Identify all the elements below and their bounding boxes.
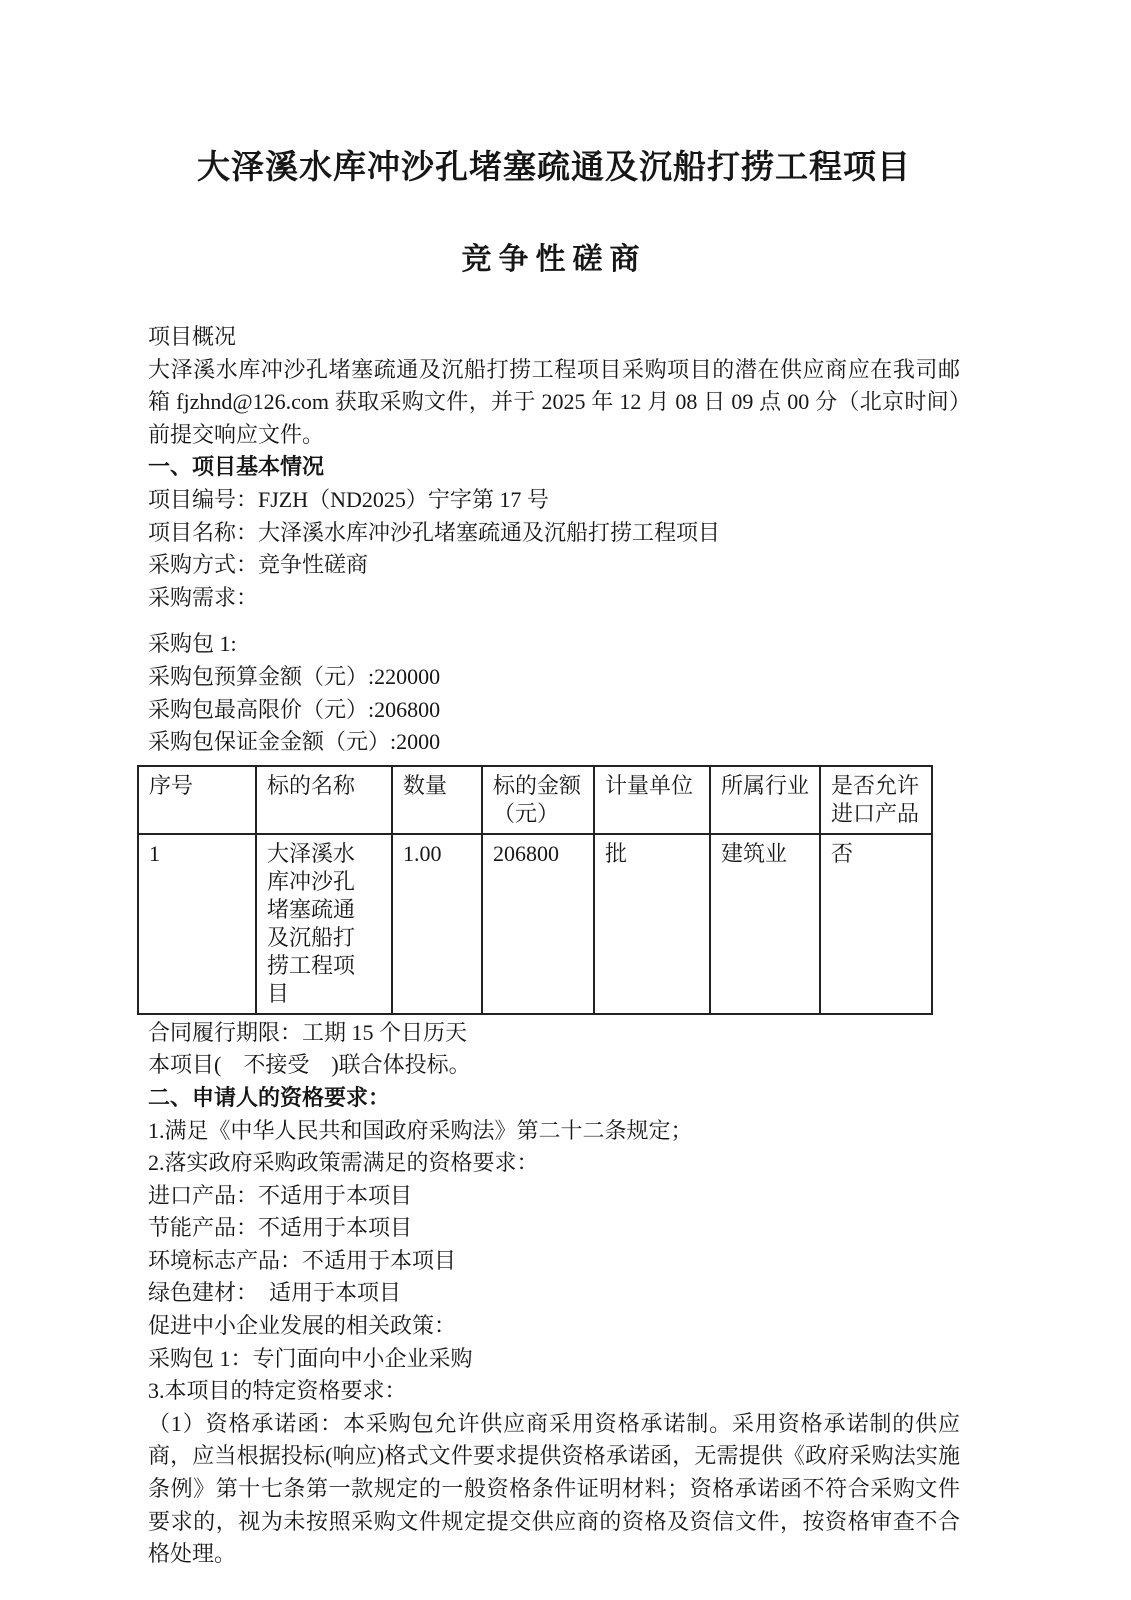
table-row	[138, 834, 932, 1014]
col-header-amount: 标的金额（元）	[482, 766, 594, 834]
qualification-item: 1.满足《中华人民共和国政府采购法》第二十二条规定；	[148, 1117, 693, 1143]
col-header-unit: 计量单位	[594, 766, 710, 834]
qualification-item: 2.落实政府采购政策需满足的资格要求：	[148, 1150, 539, 1176]
section-qualification-heading: 二、申请人的资格要求：	[148, 1084, 391, 1110]
cell-industry: 建筑业	[710, 834, 820, 1014]
qualification-item: 促进中小企业发展的相关政策：	[148, 1313, 457, 1339]
col-header-industry: 所属行业	[710, 766, 820, 834]
procurement-method: 采购方式：竞争性磋商	[148, 552, 369, 578]
qualification-item: 进口产品：不适用于本项目	[148, 1182, 413, 1208]
qualification-item: 3.本项目的特定资格要求：	[148, 1378, 407, 1404]
overview-paragraph: 大泽溪水库冲沙孔堵塞疏通及沉船打捞工程项目采购项目的潜在供应商应在我司邮箱 fjzhnd@126.com 获取采购文件，并于 2025 年 12 月 08 日 09 点 00 分（北京时间）前提交响应文件。	[148, 356, 960, 447]
package-deposit: 采购包保证金金额（元）:2000	[148, 729, 441, 755]
qualification-item: 采购包 1：专门面向中小企业采购	[148, 1345, 473, 1371]
qualification-commitment-paragraph: （1）资格承诺函：本采购包允许供应商采用资格承诺制。采用资格承诺制的供应商，应当根据投标(响应)格式文件要求提供资格承诺函，无需提供《政府采购法实施条例》第十七条第一款规定的一般资格条件证明材料；资格承诺函不符合采购文件要求的，视为未按照采购文件规定提交供应商的资格及资信文件，按资格审查不合格处理。	[148, 1410, 960, 1567]
qualification-item: 节能产品：不适用于本项目	[148, 1215, 413, 1241]
package-title: 采购包 1:	[148, 631, 237, 657]
cell-subject-name-text: 大泽溪水库冲沙孔堵塞疏通及沉船打捞工程项目	[267, 840, 356, 1006]
col-header-quantity: 数量	[392, 766, 482, 834]
project-name: 项目名称：大泽溪水库冲沙孔堵塞疏通及沉船打捞工程项目	[148, 519, 721, 545]
overview-heading: 项目概况	[148, 324, 237, 349]
procurement-lots-table	[137, 765, 933, 1015]
cell-amount: 206800	[482, 834, 594, 1014]
cell-quantity: 1.00	[392, 834, 482, 1014]
cell-unit: 批	[594, 834, 710, 1014]
qualification-item: 环境标志产品：不适用于本项目	[148, 1247, 457, 1273]
cell-subject-name	[256, 834, 392, 1014]
consortium-statement: 本项目( 不接受 )联合体投标。	[148, 1052, 471, 1078]
col-header-seq: 序号	[138, 766, 256, 834]
cell-seq: 1	[138, 834, 256, 1014]
procurement-demand-label: 采购需求：	[148, 584, 259, 610]
document-title: 大泽溪水库冲沙孔堵塞疏通及沉船打捞工程项目	[197, 150, 911, 186]
cell-import-allowed: 否	[820, 834, 932, 1014]
package-max-price: 采购包最高限价（元）:206800	[148, 696, 441, 722]
qualification-item: 绿色建材： 适用于本项目	[148, 1280, 402, 1306]
table-header-row	[138, 766, 932, 834]
contract-period: 合同履行期限：工期 15 个日历天	[148, 1019, 468, 1045]
document-subtitle: 竞争性磋商	[461, 243, 647, 276]
section-basic-heading: 一、项目基本情况	[148, 454, 325, 480]
col-header-import-allowed: 是否允许进口产品	[820, 766, 932, 834]
package-budget: 采购包预算金额（元）:220000	[148, 663, 441, 689]
col-header-subject-name: 标的名称	[256, 766, 392, 834]
project-number: 项目编号：FJZH（ND2025）宁字第 17 号	[148, 486, 549, 512]
